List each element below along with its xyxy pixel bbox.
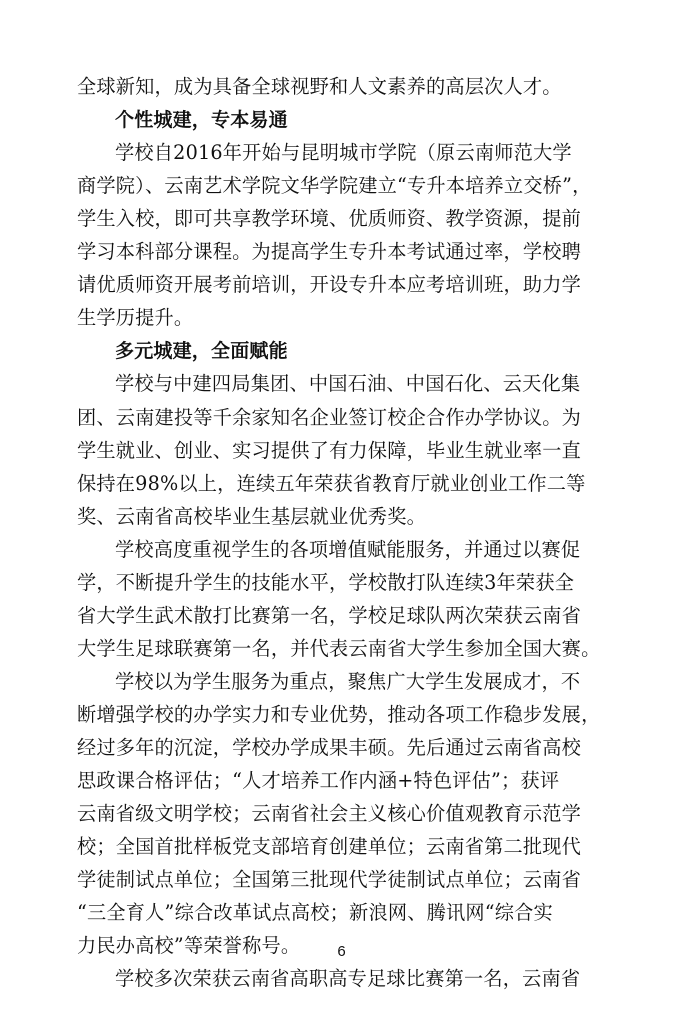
text-line: 奖、云南省高校毕业生基层就业优秀奖。 bbox=[77, 504, 426, 528]
text-line: 经过多年的沉淀，学校办学成果丰硕。先后通过云南省高校 bbox=[77, 736, 582, 759]
text-line: 学校自2016年开始与昆明城市学院（原云南师范大学 bbox=[115, 141, 572, 165]
text-line: 学生就业、创业、实习提供了有力保障，毕业生就业率一直 bbox=[77, 438, 582, 462]
text-line: 大学生足球联赛第一名，并代表云南省大学生参加全国大赛。 bbox=[77, 636, 601, 660]
text-line: 商学院）、云南艺术学院文华学院建立“专升本培养立交桥”， bbox=[77, 174, 592, 198]
text-line: 校；全国首批样板党支部培育创建单位；云南省第二批现代 bbox=[77, 835, 582, 859]
text-line: 学，不断提升学生的技能水平，学校散打队连续3年荣获全 bbox=[77, 570, 575, 594]
text-line: 保持在98%以上，连续五年荣获省教育厅就业创业工作二等 bbox=[77, 471, 586, 495]
text-line: 断增强学校的办学实力和专业优势，推动各项工作稳步发展， bbox=[77, 702, 601, 726]
text-line: “三全育人”综合改革试点高校；新浪网、腾讯网“综合实 bbox=[77, 901, 553, 925]
page-number: 6 bbox=[337, 943, 346, 960]
text-line: 学校与中建四局集团、中国石油、中国石化、云天化集 bbox=[115, 372, 581, 396]
text-line: 思政课合格评估；“人才培养工作内涵+特色评估”；获评 bbox=[77, 769, 560, 793]
text-line: 省大学生武术散打比赛第一名，学校足球队两次荣获云南省 bbox=[77, 603, 582, 627]
text-line: 学校多次荣获云南省高职高专足球比赛第一名，云南省 bbox=[115, 967, 581, 991]
text-line: 学徒制试点单位；全国第三批现代学徒制试点单位；云南省 bbox=[77, 868, 582, 892]
text-line: 团、云南建投等千余家知名企业签订校企合作办学协议。为 bbox=[77, 405, 582, 429]
text-line: 学校高度重视学生的各项增值赋能服务，并通过以赛促 bbox=[115, 537, 581, 561]
text-line: 云南省级文明学校；云南省社会主义核心价值观教育示范学 bbox=[77, 802, 582, 826]
section-heading: 多元城建，全面赋能 bbox=[115, 340, 288, 363]
text-line: 学校以为学生服务为重点，聚焦广大学生发展成才，不 bbox=[115, 669, 581, 693]
text-line: 全球新知，成为具备全球视野和人文素养的高层次人才。 bbox=[77, 75, 562, 98]
text-line: 力民办高校”等荣誉称号。 bbox=[77, 934, 301, 958]
text-line: 生学历提升。 bbox=[77, 306, 194, 330]
section-heading: 个性城建，专本易通 bbox=[115, 109, 288, 132]
text-line: 学生入校，即可共享教学环境、优质师资、教学资源，提前 bbox=[77, 207, 582, 231]
text-line: 请优质师资开展考前培训，开设专升本应考培训班，助力学 bbox=[77, 273, 582, 297]
text-line: 学习本科部分课程。为提高学生专升本考试通过率，学校聘 bbox=[77, 240, 582, 264]
